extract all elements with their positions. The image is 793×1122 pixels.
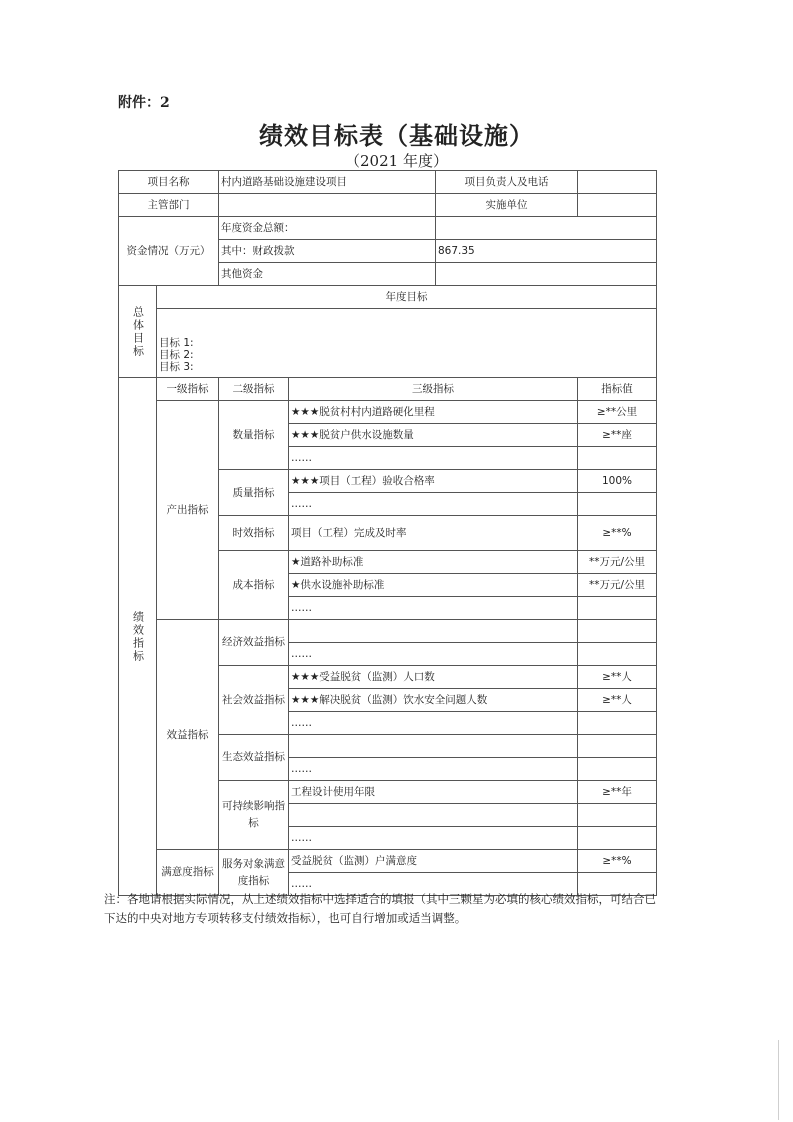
header-level1: 一级指标 xyxy=(157,378,219,401)
funds-label: 资金情况（万元） xyxy=(119,217,219,286)
project-name-value: 村内道路基础设施建设项目 xyxy=(219,171,436,194)
social-label: 社会效益指标 xyxy=(219,666,289,735)
cost-label: 成本指标 xyxy=(219,551,289,620)
header-level2: 二级指标 xyxy=(219,378,289,401)
year-label: （2021 年度） xyxy=(345,152,448,170)
service-item-1: 受益脱贫（监测）户满意度 xyxy=(289,850,578,873)
table-row xyxy=(119,850,657,873)
project-name-label: 项目名称 xyxy=(119,171,219,194)
quality-more: …… xyxy=(289,493,578,516)
annual-goal-content xyxy=(157,309,657,378)
table-row xyxy=(119,401,657,424)
cost-more: …… xyxy=(289,597,578,620)
total-funds-label: 年度资金总额： xyxy=(219,217,436,240)
performance-label: 绩效指标 xyxy=(119,378,157,896)
goal-3: 目标 3: xyxy=(159,361,194,373)
impl-value xyxy=(578,194,657,217)
sustainable-more: …… xyxy=(289,827,578,850)
scan-edge-line xyxy=(778,1040,779,1120)
social-item-2: ★★★解决脱贫（监测）饮水安全问题人数 xyxy=(289,689,578,712)
satisfaction-indicator-label: 满意度指标 xyxy=(157,850,219,896)
quality-label: 质量指标 xyxy=(219,470,289,516)
overall-goal-label: 总体目标 xyxy=(119,286,157,378)
quantity-item-2: ★★★脱贫户供水设施数量 xyxy=(289,424,578,447)
service-value-1: ≥**% xyxy=(578,850,657,873)
owner-value xyxy=(578,171,657,194)
total-funds-value xyxy=(436,217,657,240)
timeliness-value-1: ≥**% xyxy=(578,516,657,551)
ecological-label: 生态效益指标 xyxy=(219,735,289,781)
output-indicator-label: 产出指标 xyxy=(157,401,219,620)
page-title: 绩效目标表（基础设施） xyxy=(259,121,534,150)
other-funds-value xyxy=(436,263,657,286)
cost-value-1: **万元/公里 xyxy=(578,551,657,574)
attachment-label: 附件：2 xyxy=(118,95,170,111)
social-value-2: ≥**人 xyxy=(578,689,657,712)
quantity-item-1: ★★★脱贫村村内道路硬化里程 xyxy=(289,401,578,424)
timeliness-item-1: 项目（工程）完成及时率 xyxy=(289,516,578,551)
quantity-label: 数量指标 xyxy=(219,401,289,470)
benefit-indicator-label: 效益指标 xyxy=(157,620,219,850)
timeliness-label: 时效指标 xyxy=(219,516,289,551)
quality-item-1: ★★★项目（工程）验收合格率 xyxy=(289,470,578,493)
other-funds-label: 其他资金 xyxy=(219,263,436,286)
quality-value-1: 100% xyxy=(578,470,657,493)
annual-goal-label: 年度目标 xyxy=(157,286,657,309)
dept-label: 主管部门 xyxy=(119,194,219,217)
cost-item-2: ★供水设施补助标准 xyxy=(289,574,578,597)
quantity-value-1: ≥**公里 xyxy=(578,401,657,424)
header-value: 指标值 xyxy=(578,378,657,401)
table-row xyxy=(119,620,657,643)
header-level3: 三级指标 xyxy=(289,378,578,401)
performance-target-table xyxy=(118,170,657,896)
fiscal-label: 其中：财政拨款 xyxy=(219,240,436,263)
social-item-1: ★★★受益脱贫（监测）人口数 xyxy=(289,666,578,689)
quantity-value-2: ≥**座 xyxy=(578,424,657,447)
economic-label: 经济效益指标 xyxy=(219,620,289,666)
sustainable-label: 可持续影响指标 xyxy=(219,781,289,850)
social-more: …… xyxy=(289,712,578,735)
quantity-more: …… xyxy=(289,447,578,470)
fiscal-value: 867.35 xyxy=(436,240,657,263)
goal-2: 目标 2: xyxy=(159,349,194,361)
dept-value xyxy=(219,194,436,217)
service-more: …… xyxy=(289,873,578,896)
cost-item-1: ★道路补助标准 xyxy=(289,551,578,574)
owner-label: 项目负责人及电话 xyxy=(436,171,578,194)
economic-more: …… xyxy=(289,643,578,666)
cost-value-2: **万元/公里 xyxy=(578,574,657,597)
service-label: 服务对象满意度指标 xyxy=(219,850,289,896)
impl-label: 实施单位 xyxy=(436,194,578,217)
ecological-more: …… xyxy=(289,758,578,781)
footnote: 注：各地请根据实际情况，从上述绩效指标中选择适合的填报（其中三颗星为必填的核心绩效指标，可结合已下达的中央对地方专项转移支付绩效指标），也可自行增加或适当调整。 xyxy=(104,892,656,925)
social-value-1: ≥**人 xyxy=(578,666,657,689)
goal-1: 目标 1: xyxy=(159,337,194,349)
sustainable-item-1: 工程设计使用年限 xyxy=(289,781,578,804)
sustainable-value-1: ≥**年 xyxy=(578,781,657,804)
